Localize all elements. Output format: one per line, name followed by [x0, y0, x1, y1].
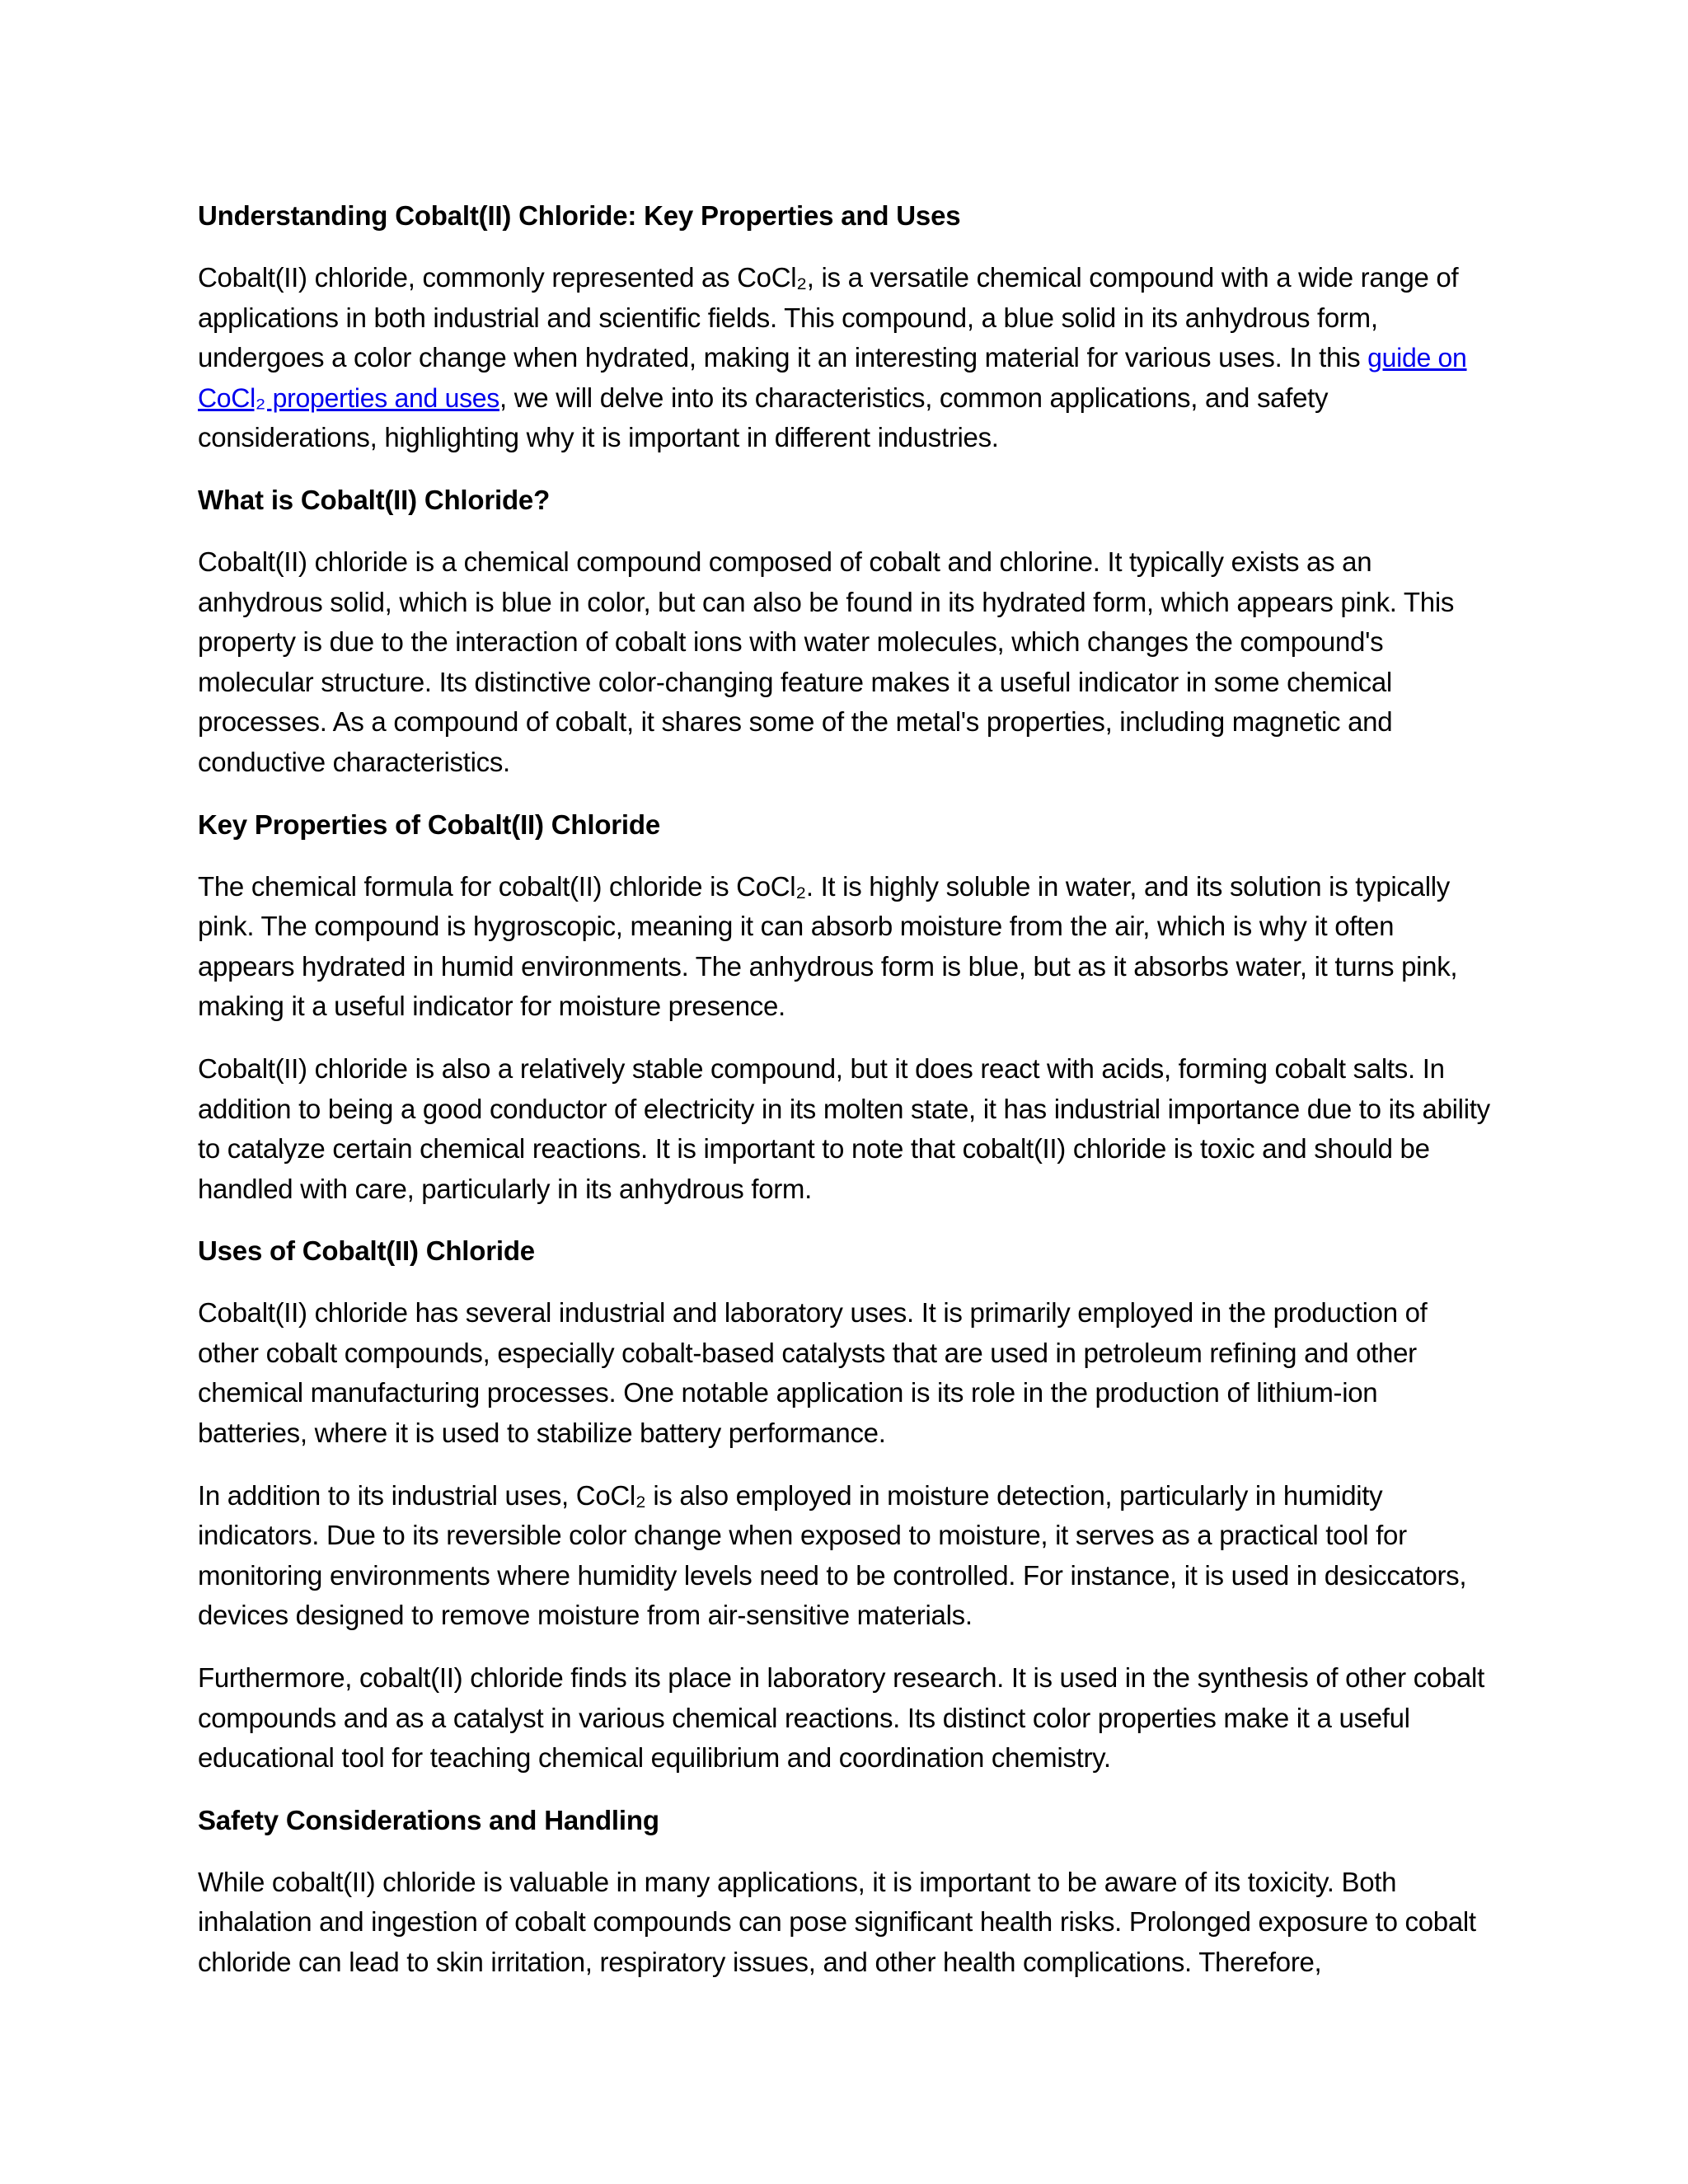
section-heading-what: What is Cobalt(II) Chloride?: [198, 484, 551, 515]
intro-text-after-link: , we will delve into its characteristics, common applications, and safety considerations, highlighting why it is important in different industries.: [198, 382, 1329, 453]
intro-paragraph: [198, 258, 1493, 458]
uses-paragraph-3: Furthermore, cobalt(II) chloride finds its place in laboratory research. It is used in the synthesis of other cobalt compounds and as a catalyst in various chemical reactions. Its distinct color properties make it a useful educational tool for teaching chemical equilibrium and coordination chemistry.: [198, 1662, 1484, 1774]
document-title: Understanding Cobalt(II) Chloride: Key Properties and Uses: [198, 200, 961, 231]
safety-paragraph-1: While cobalt(II) chloride is valuable in many applications, it is important to be aware of its toxicity. Both inhalation and ingestion of cobalt compounds can pose significant health risks. Prolonged exposure to cobalt chloride can lead to skin irritation, respiratory issues, and other health complications. Therefore,: [198, 1866, 1476, 1977]
properties-paragraph-2: Cobalt(II) chloride is also a relatively stable compound, but it does react with acids, forming cobalt salts. In addition to being a good conductor of electricity in its molten state, it has industrial importance due to its ability to catalyze certain chemical reactions. It is important to note that cobalt(II) chloride is toxic and should be handled with care, particularly in its anhydrous form.: [198, 1052, 1490, 1204]
what-paragraph-1: Cobalt(II) chloride is a chemical compound composed of cobalt and chlorine. It typically exists as an anhydrous solid, which is blue in color, but can also be found in its hydrated form, which appears pink. This property is due to the interaction of cobalt ions with water molecules, which changes the compound's molecular structure. Its distinctive color-changing feature makes it a useful indicator in some chemical processes. As a compound of cobalt, it shares some of the metal's properties, including magnetic and conductive characteristics.: [198, 546, 1455, 777]
document-body: [198, 196, 1493, 2005]
section-heading-uses: Uses of Cobalt(II) Chloride: [198, 1235, 535, 1267]
intro-text-before-link: Cobalt(II) chloride, commonly represented as CoCl₂, is a versatile chemical compound with a wide range of applications in both industrial and scientific fields. This compound, a blue solid in its anhydrous form, undergoes a color change when hydrated, making it an interesting material for various uses. In this: [198, 262, 1459, 373]
section-heading-safety: Safety Considerations and Handling: [198, 1804, 659, 1835]
properties-paragraph-1: The chemical formula for cobalt(II) chloride is CoCl₂. It is highly soluble in water, and its solution is typically pink. The compound is hygroscopic, meaning it can absorb moisture from the air, which is why it often appears hydrated in humid environments. The anhydrous form is blue, but as it absorbs water, it turns pink, making it a useful indicator for moisture presence.: [198, 870, 1458, 1022]
guide-link[interactable]: guide on CoCl₂ properties and uses: [198, 343, 1467, 413]
section-heading-properties: Key Properties of Cobalt(II) Chloride: [198, 808, 660, 840]
uses-paragraph-1: Cobalt(II) chloride has several industrial and laboratory uses. It is primarily employed in the production of other cobalt compounds, especially cobalt-based catalysts that are used in petroleum refining and other chemical manufacturing processes. One notable application is its role in the production of lithium-ion batteries, where it is used to stabilize battery performance.: [198, 1297, 1428, 1449]
uses-paragraph-2: In addition to its industrial uses, CoCl₂ is also employed in moisture detection, particularly in humidity indicators. Due to its reversible color change when exposed to moisture, it serves as a practical tool for monitoring environments where humidity levels need to be controlled. For instance, it is used in desiccators, devices designed to remove moisture from air-sensitive materials.: [198, 1479, 1467, 1631]
